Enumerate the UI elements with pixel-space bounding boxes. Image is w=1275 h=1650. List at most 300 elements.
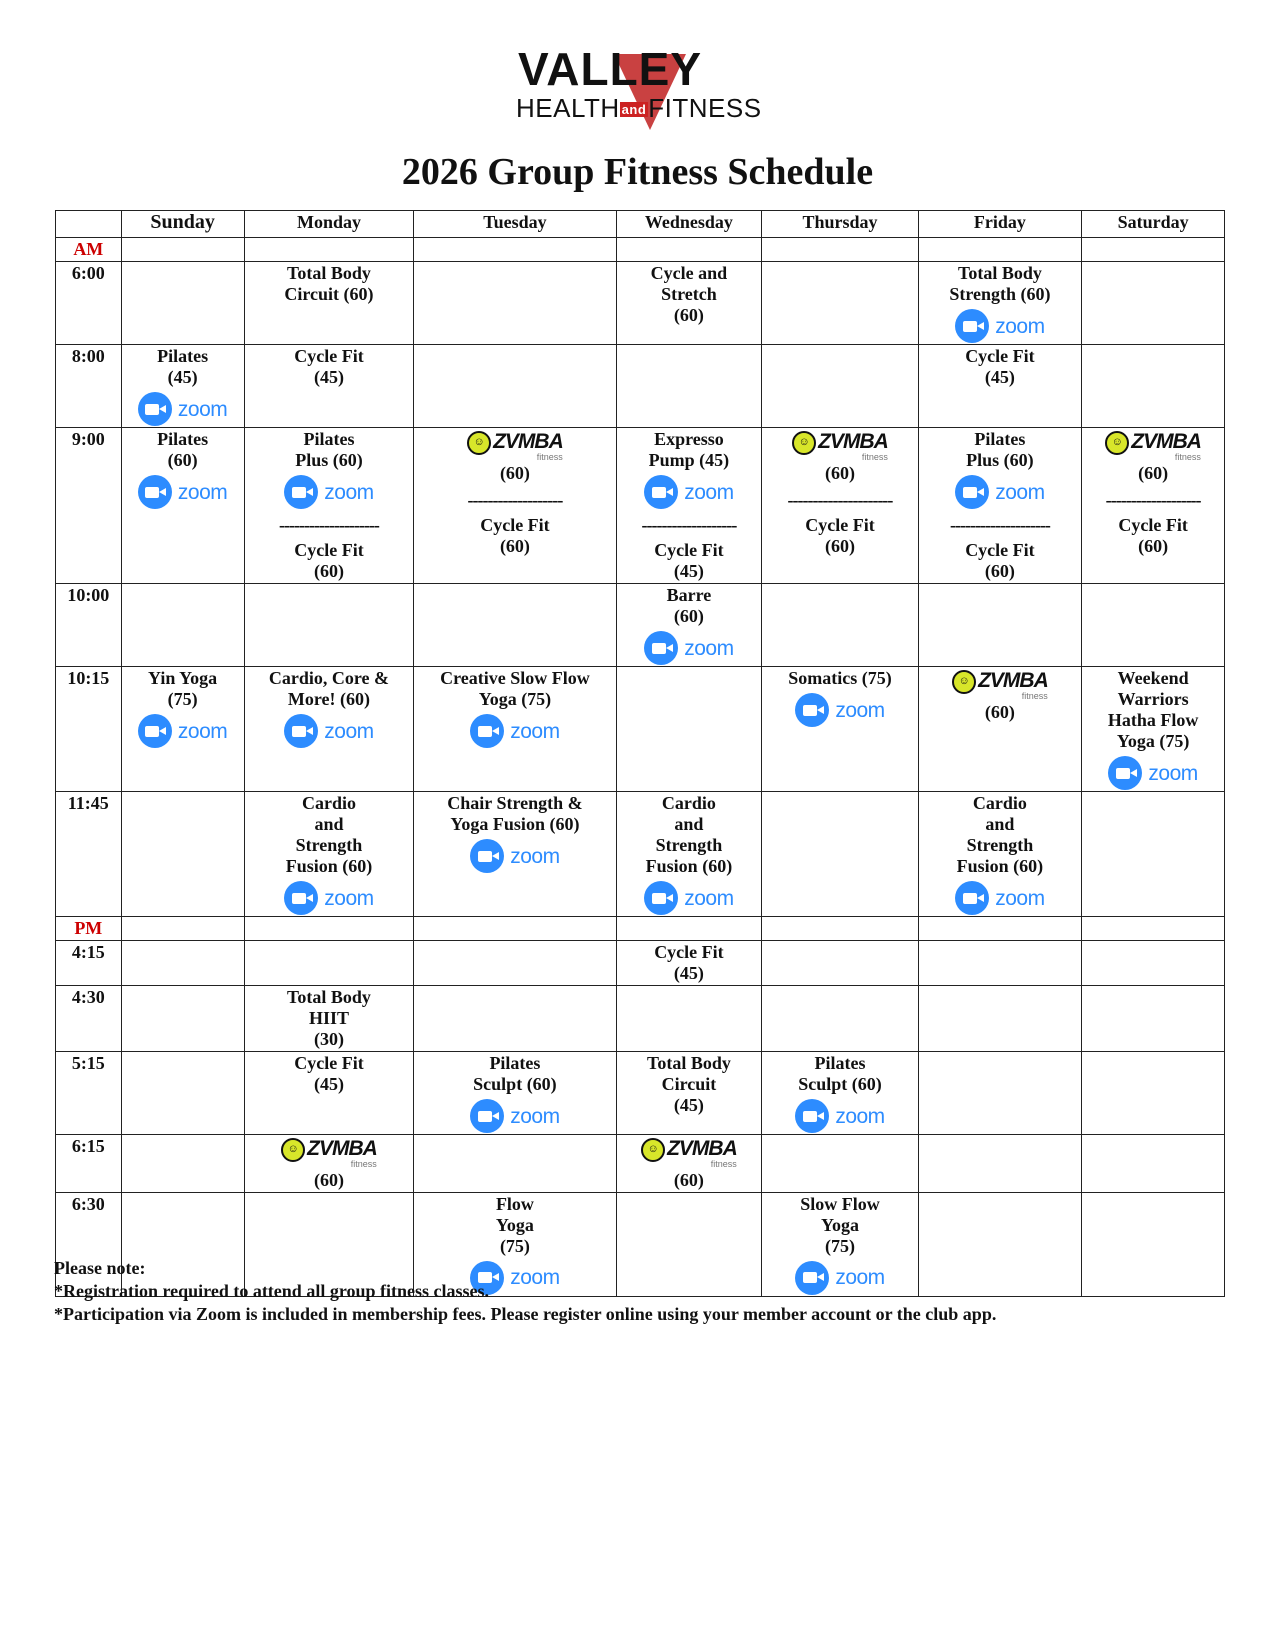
class-cell: [244, 667, 414, 792]
empty-cell: [762, 584, 918, 667]
zumba-logo: [952, 670, 1048, 702]
zoom-camera-icon: [795, 1099, 829, 1133]
empty-cell: [414, 917, 616, 941]
empty-cell: [616, 917, 762, 941]
logo-sub-right: FITNESS: [648, 93, 762, 123]
class-text: Cycle Fit: [965, 540, 1035, 560]
class-cell: [616, 792, 762, 917]
zoom-camera-icon: [795, 693, 829, 727]
class-text: Fusion (60): [645, 856, 733, 876]
empty-cell: [762, 941, 918, 986]
class-cell: [244, 1135, 414, 1193]
header-row: [56, 211, 1225, 238]
class-text: (75): [825, 1235, 855, 1256]
empty-cell: [414, 584, 616, 667]
class-cell: [414, 1052, 616, 1135]
zoom-badge: [644, 881, 733, 915]
class-text: Strength: [966, 835, 1034, 855]
zoom-camera-icon: [644, 475, 678, 509]
zoom-label: zoom: [510, 844, 560, 868]
empty-cell: [121, 792, 244, 917]
class-cell: [121, 345, 244, 428]
class-text: Yoga (75): [478, 689, 552, 709]
empty-cell: [1082, 1192, 1225, 1296]
corner-cell: [56, 211, 122, 238]
day-header: Thursday: [762, 211, 918, 238]
time-row: [56, 345, 1225, 428]
empty-cell: [121, 1052, 244, 1135]
day-header: Saturday: [1082, 211, 1225, 238]
empty-cell: [918, 917, 1082, 941]
empty-cell: [414, 262, 616, 345]
zoom-camera-icon: [955, 309, 989, 343]
class-text: (60): [984, 561, 1015, 581]
empty-cell: [918, 1135, 1082, 1193]
class-text: More! (60): [287, 689, 371, 709]
zumba-logo: [641, 1138, 737, 1170]
zumba-sub-label: fitness: [1021, 690, 1048, 701]
time-label: 6:00: [56, 262, 122, 345]
class-text: Cycle Fit: [965, 346, 1035, 366]
class-text: Total Body: [646, 1053, 731, 1073]
class-text: (75): [499, 1235, 530, 1256]
class-cell: [414, 428, 616, 584]
zumba-logo: [281, 1138, 377, 1170]
class-text: Stretch: [661, 284, 717, 304]
zoom-badge: [284, 881, 373, 915]
class-text: (60): [673, 606, 704, 626]
class-text: (75): [167, 689, 198, 709]
schedule-body: [56, 238, 1225, 1297]
time-label: 4:30: [56, 986, 122, 1052]
zoom-label: zoom: [835, 698, 885, 722]
class-text: (60): [1138, 535, 1169, 556]
class-cell: [918, 792, 1082, 917]
class-cell: [918, 345, 1082, 428]
period-label: AM: [56, 238, 122, 262]
class-cell: [1082, 667, 1225, 792]
zoom-camera-icon: [138, 475, 172, 509]
class-cell: [414, 792, 616, 917]
class-text: Cycle Fit: [480, 514, 550, 535]
class-text: Warriors: [1117, 689, 1189, 709]
zumba-sub-label: fitness: [1174, 451, 1201, 462]
class-cell: [1082, 428, 1225, 584]
zumba-face-icon: ☺: [467, 431, 491, 455]
class-text: Cycle Fit: [654, 540, 724, 560]
empty-cell: [414, 345, 616, 428]
zumba-sub-label: fitness: [536, 451, 563, 462]
class-text: Pilates: [814, 1053, 866, 1073]
empty-cell: [1082, 792, 1225, 917]
empty-cell: [918, 584, 1082, 667]
empty-cell: [1082, 917, 1225, 941]
notes-line: *Registration required to attend all group fitness classes.: [54, 1281, 489, 1301]
zoom-camera-icon: [284, 881, 318, 915]
class-text: Pilates: [157, 429, 209, 449]
class-text: Cycle Fit: [1118, 514, 1188, 535]
empty-cell: [1082, 1135, 1225, 1193]
class-cell: [244, 428, 414, 584]
zoom-badge: [795, 1099, 884, 1133]
class-text: (45): [167, 367, 198, 387]
time-row: [56, 667, 1225, 792]
zoom-label: zoom: [510, 1104, 560, 1128]
zoom-label: zoom: [510, 1266, 560, 1289]
zumba-logo: [792, 431, 888, 463]
empty-cell: [762, 986, 918, 1052]
class-text: Yoga: [820, 1214, 859, 1235]
zumba-sub-label: fitness: [861, 451, 888, 462]
zoom-camera-icon: [955, 475, 989, 509]
zumba-sub-label: fitness: [350, 1158, 377, 1169]
class-text: (60): [673, 305, 704, 325]
logo-sub-text: [516, 94, 762, 124]
zumba-face-icon: ☺: [952, 670, 976, 694]
empty-cell: [1082, 1052, 1225, 1135]
zoom-camera-icon: [470, 714, 504, 748]
valley-health-fitness-logo: [510, 43, 770, 132]
zumba-label: ZVMBA: [1131, 429, 1201, 453]
zumba-face-icon: ☺: [641, 1138, 665, 1162]
zoom-badge: [138, 475, 227, 509]
notes-line: *Participation via Zoom is included in membership fees. Please register online using your member account or the club app.: [54, 1304, 997, 1324]
class-cell: [918, 428, 1082, 584]
time-row: [56, 584, 1225, 667]
zumba-face-icon: ☺: [792, 431, 816, 455]
class-text: (45): [313, 367, 344, 387]
zoom-badge: [1108, 756, 1197, 790]
class-text: (60): [499, 462, 530, 483]
page-title: 2026 Group Fitness Schedule: [401, 151, 874, 193]
zumba-logo: [467, 431, 563, 463]
class-text: (45): [673, 1095, 704, 1115]
class-text: (60): [984, 701, 1015, 722]
time-label: 6:30: [56, 1192, 122, 1296]
zumba-label: ZVMBA: [667, 1136, 737, 1160]
class-text: Pilates: [157, 346, 209, 366]
zoom-label: zoom: [684, 886, 734, 910]
empty-cell: [121, 1135, 244, 1193]
empty-cell: [414, 1135, 616, 1193]
zoom-badge: [644, 631, 733, 665]
class-cell: [762, 428, 918, 584]
class-text: Plus (60): [966, 450, 1034, 470]
class-cell: [918, 262, 1082, 345]
class-cell: [244, 1052, 414, 1135]
class-cell: [616, 584, 762, 667]
class-text: (60): [313, 1169, 344, 1190]
class-text: (60): [1138, 462, 1169, 483]
logo-main-text: VALLEY: [518, 43, 703, 95]
class-text: Strength (60): [949, 284, 1051, 304]
zumba-label: ZVMBA: [307, 1136, 377, 1160]
class-text: Total Body: [287, 263, 371, 283]
zoom-badge: [955, 309, 1044, 343]
class-text: Cycle Fit: [294, 1053, 364, 1073]
empty-cell: [121, 941, 244, 986]
zoom-badge: [955, 475, 1044, 509]
time-label: 6:15: [56, 1135, 122, 1193]
empty-cell: [616, 667, 762, 792]
zoom-label: zoom: [324, 886, 374, 910]
class-text: (60): [499, 535, 530, 556]
zoom-label: zoom: [177, 480, 228, 504]
class-text: Cardio, Core &: [268, 668, 390, 688]
zoom-label: zoom: [684, 636, 734, 660]
zoom-label: zoom: [177, 397, 228, 421]
time-row: [56, 428, 1225, 584]
class-cell: [616, 1135, 762, 1193]
class-separator: -------------------: [641, 515, 737, 535]
class-text: (60): [825, 462, 855, 483]
empty-cell: [762, 792, 918, 917]
zoom-label: zoom: [510, 719, 560, 743]
class-text: Fusion (60): [956, 856, 1044, 876]
class-text: Somatics (75): [788, 668, 892, 688]
class-text: Cycle and: [650, 263, 728, 283]
empty-cell: [1082, 584, 1225, 667]
class-text: Yoga: [495, 1214, 534, 1235]
zoom-badge: [470, 1099, 559, 1133]
time-row: [56, 792, 1225, 917]
day-header: Monday: [244, 211, 414, 238]
class-text: (45): [984, 367, 1015, 387]
time-label: 8:00: [56, 345, 122, 428]
time-label: 5:15: [56, 1052, 122, 1135]
zoom-badge: [138, 392, 227, 426]
time-row: [56, 986, 1225, 1052]
class-cell: [616, 262, 762, 345]
class-text: Flow: [495, 1193, 534, 1214]
zoom-camera-icon: [138, 714, 172, 748]
class-text: Slow Flow: [800, 1193, 880, 1214]
zoom-label: zoom: [995, 886, 1045, 910]
day-header: Sunday: [121, 211, 244, 238]
class-separator: --------------------: [949, 515, 1050, 535]
class-text: Cardio: [972, 793, 1027, 813]
class-text: Chair Strength &: [447, 793, 583, 813]
class-text: and: [314, 814, 344, 834]
class-separator: --------------------: [279, 515, 379, 535]
class-cell: [244, 792, 414, 917]
class-text: Pilates: [974, 429, 1026, 449]
notes-heading: Please note:: [54, 1258, 146, 1278]
class-cell: [616, 1052, 762, 1135]
zoom-badge: [644, 475, 733, 509]
empty-cell: [1082, 941, 1225, 986]
class-text: (60): [673, 1169, 704, 1190]
class-cell: [762, 667, 918, 792]
zoom-badge: [470, 714, 559, 748]
class-separator: -------------------: [1105, 489, 1201, 510]
empty-cell: [762, 345, 918, 428]
class-separator: -------------------: [467, 489, 563, 510]
zumba-label: ZVMBA: [978, 668, 1048, 692]
zoom-camera-icon: [644, 881, 678, 915]
class-text: Circuit: [661, 1074, 717, 1094]
zumba-label: ZVMBA: [818, 429, 888, 453]
zoom-label: zoom: [995, 314, 1045, 338]
class-text: Yin Yoga: [148, 668, 218, 688]
class-text: Weekend: [1117, 668, 1189, 688]
time-label: 4:15: [56, 941, 122, 986]
class-text: Sculpt (60): [798, 1074, 882, 1094]
zoom-label: zoom: [995, 480, 1045, 504]
zoom-badge: [955, 881, 1044, 915]
day-header: Friday: [918, 211, 1082, 238]
empty-cell: [1082, 262, 1225, 345]
time-label: 10:00: [56, 584, 122, 667]
empty-cell: [121, 584, 244, 667]
empty-cell: [244, 584, 414, 667]
empty-cell: [121, 986, 244, 1052]
class-text: (30): [313, 1029, 344, 1049]
class-text: Pilates: [303, 429, 355, 449]
empty-cell: [414, 238, 616, 262]
empty-cell: [762, 917, 918, 941]
zumba-face-icon: ☺: [1105, 431, 1129, 455]
class-text: Hatha Flow: [1107, 710, 1199, 730]
class-text: Barre: [666, 585, 712, 605]
class-cell: [121, 667, 244, 792]
class-text: Cycle Fit: [805, 514, 875, 535]
class-cell: [121, 428, 244, 584]
zoom-badge: [470, 839, 559, 873]
class-cell: [244, 262, 414, 345]
class-cell: [244, 986, 414, 1052]
class-text: HIIT: [308, 1008, 349, 1028]
class-cell: [414, 667, 616, 792]
zoom-label: zoom: [684, 480, 734, 504]
empty-cell: [121, 262, 244, 345]
zoom-badge: [284, 475, 373, 509]
class-text: (60): [313, 561, 344, 581]
class-text: Fusion (60): [285, 856, 373, 876]
class-text: Cycle Fit: [294, 346, 364, 366]
zumba-logo: [1105, 431, 1201, 463]
empty-cell: [918, 986, 1082, 1052]
zumba-face-icon: ☺: [281, 1138, 305, 1162]
zoom-badge: [284, 714, 373, 748]
class-text: Pump (45): [648, 450, 730, 470]
class-text: Expresso: [654, 429, 724, 449]
zoom-camera-icon: [955, 881, 989, 915]
class-text: and: [985, 814, 1015, 834]
class-cell: [918, 667, 1082, 792]
period-row: [56, 917, 1225, 941]
zoom-label: zoom: [324, 480, 374, 504]
time-label: 10:15: [56, 667, 122, 792]
class-text: Yoga Fusion (60): [450, 814, 580, 834]
zoom-camera-icon: [284, 714, 318, 748]
notes-section: [54, 1257, 1064, 1326]
zoom-camera-icon: [138, 392, 172, 426]
time-label: 9:00: [56, 428, 122, 584]
class-text: Creative Slow Flow: [440, 668, 590, 688]
logo-sub-left: HEALTH: [516, 93, 620, 123]
empty-cell: [1082, 238, 1225, 262]
class-text: Pilates: [489, 1053, 541, 1073]
zoom-badge: [795, 693, 884, 727]
class-cell: [616, 428, 762, 584]
zoom-badge: [138, 714, 227, 748]
zumba-sub-label: fitness: [710, 1158, 737, 1169]
class-text: (45): [673, 963, 704, 983]
empty-cell: [121, 917, 244, 941]
empty-cell: [616, 986, 762, 1052]
zoom-label: zoom: [324, 719, 374, 743]
empty-cell: [1082, 345, 1225, 428]
class-text: Cycle Fit: [654, 942, 724, 962]
empty-cell: [1082, 986, 1225, 1052]
empty-cell: [918, 941, 1082, 986]
class-text: Yoga (75): [1116, 731, 1190, 751]
time-row: [56, 1052, 1225, 1135]
period-label: PM: [56, 917, 122, 941]
zoom-camera-icon: [1108, 756, 1142, 790]
day-header: Tuesday: [414, 211, 616, 238]
class-text: (45): [673, 561, 704, 581]
zumba-label: ZVMBA: [493, 429, 563, 453]
class-text: (45): [313, 1074, 344, 1094]
empty-cell: [121, 238, 244, 262]
logo-sub-and: and: [621, 102, 647, 118]
class-text: (60): [167, 450, 198, 470]
class-separator: ---------------------: [787, 489, 893, 510]
empty-cell: [762, 1135, 918, 1193]
schedule-table: [55, 210, 1225, 1297]
class-cell: [762, 1052, 918, 1135]
empty-cell: [244, 917, 414, 941]
class-text: and: [674, 814, 704, 834]
empty-cell: [414, 941, 616, 986]
empty-cell: [762, 238, 918, 262]
class-text: Cardio: [661, 793, 716, 813]
empty-cell: [918, 1052, 1082, 1135]
class-text: (60): [825, 535, 855, 556]
zoom-camera-icon: [644, 631, 678, 665]
class-text: Plus (60): [295, 450, 363, 470]
class-text: Sculpt (60): [473, 1074, 557, 1094]
class-text: Cardio: [301, 793, 356, 813]
time-row: [56, 262, 1225, 345]
class-text: Circuit (60): [284, 284, 374, 304]
day-header: Wednesday: [616, 211, 762, 238]
class-text: Cycle Fit: [294, 540, 364, 560]
period-row: [56, 238, 1225, 262]
time-row: [56, 1135, 1225, 1193]
empty-cell: [762, 262, 918, 345]
zoom-label: zoom: [177, 719, 228, 743]
zoom-camera-icon: [470, 1099, 504, 1133]
zoom-camera-icon: [284, 475, 318, 509]
zoom-label: zoom: [835, 1266, 885, 1289]
class-text: Total Body: [287, 987, 371, 1007]
empty-cell: [616, 345, 762, 428]
empty-cell: [616, 238, 762, 262]
empty-cell: [244, 941, 414, 986]
class-text: Total Body: [957, 263, 1042, 283]
class-text: Strength: [655, 835, 723, 855]
zoom-label: zoom: [1148, 761, 1198, 785]
zoom-label: zoom: [835, 1104, 885, 1128]
class-text: Strength: [295, 835, 363, 855]
class-cell: [244, 345, 414, 428]
class-cell: [616, 941, 762, 986]
zoom-camera-icon: [470, 839, 504, 873]
empty-cell: [414, 986, 616, 1052]
